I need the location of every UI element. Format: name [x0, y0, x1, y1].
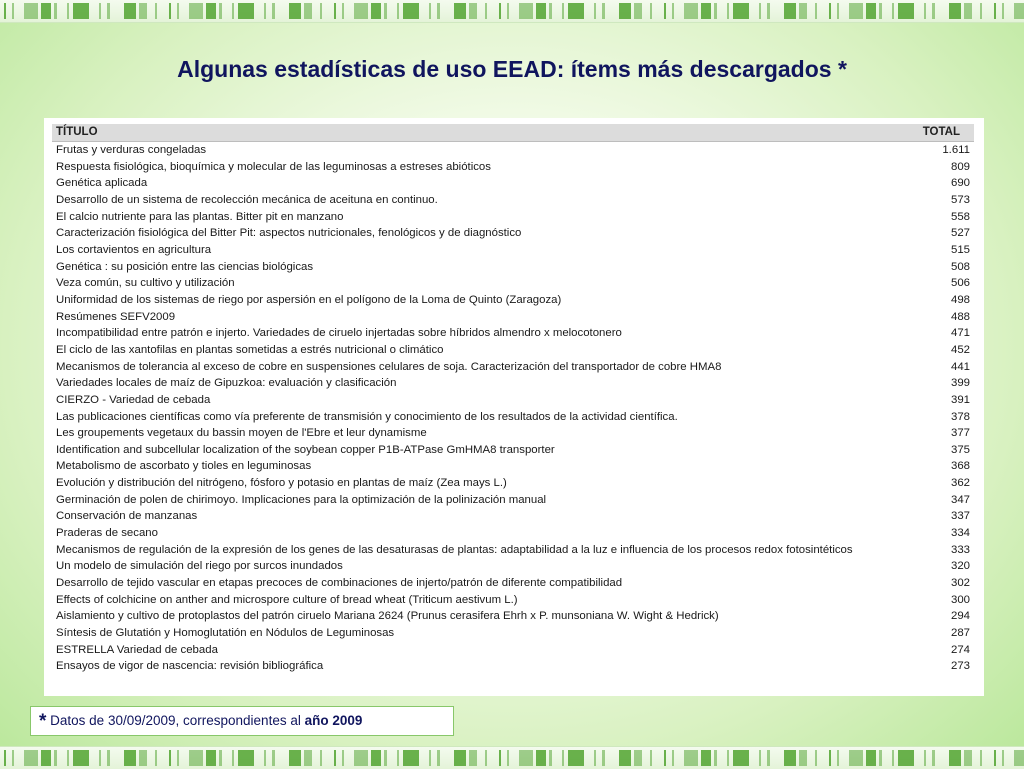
- stripe-bar: [384, 3, 387, 19]
- stripe-bar: [549, 750, 552, 766]
- row-title: Evolución y distribución del nitrógeno, fósforo y potasio en plantas de maíz (Zea mays L.): [56, 477, 507, 490]
- row-title: Desarrollo de un sistema de recolección mecánica de aceituna en continuo.: [56, 193, 438, 206]
- row-total: 378: [950, 410, 970, 423]
- stripe-bar: [594, 750, 596, 766]
- row-title: Genética aplicada: [56, 177, 148, 190]
- row-title: Síntesis de Glutatión y Homoglutatión en Nódulos de Leguminosas: [56, 627, 395, 640]
- stripe-bar: [54, 750, 57, 766]
- row-title: Las publicaciones científicas como vía preferente de transmisión y conocimiento de los resultados de la actividad científica.: [56, 410, 678, 423]
- stripe-bar: [177, 750, 179, 766]
- top-stripe-pattern: [0, 0, 1024, 22]
- footnote-text: Datos de 30/09/2009, correspondientes al: [46, 713, 305, 728]
- stripe-bar: [177, 3, 179, 19]
- stripe-bar: [964, 750, 972, 766]
- stripe-bar: [342, 3, 344, 19]
- stripe-bar: [304, 3, 312, 19]
- row-title: Metabolismo de ascorbato y tioles en leguminosas: [56, 460, 312, 473]
- stripe-bar: [815, 3, 817, 19]
- row-total: 471: [950, 327, 970, 340]
- stripe-bar: [949, 3, 961, 19]
- stripe-bar: [849, 3, 863, 19]
- stripe-bar: [334, 3, 336, 19]
- stripe-bar: [879, 3, 882, 19]
- stripe-bar: [469, 3, 477, 19]
- table-row: [52, 492, 974, 509]
- bottom-decorative-stripe: [0, 746, 1024, 769]
- stripe-bar: [206, 750, 216, 766]
- table-row: [52, 642, 974, 659]
- column-header-title: TÍTULO: [56, 126, 98, 138]
- bottom-stripe-pattern: [0, 747, 1024, 769]
- row-title: Un modelo de simulación del riego por surcos inundados: [56, 560, 343, 573]
- top-decorative-stripe: [0, 0, 1024, 23]
- stripe-bar: [714, 3, 717, 19]
- stripe-bar: [289, 3, 301, 19]
- row-total: 333: [950, 543, 970, 556]
- stripe-bar: [994, 3, 996, 19]
- stripe-bar: [12, 750, 14, 766]
- table-row: [52, 392, 974, 409]
- row-title: Effects of colchicine on anther and microspore culture of bread wheat (Triticum aestivum L.): [56, 593, 518, 606]
- stripe-bar: [334, 750, 336, 766]
- stripe-bar: [99, 3, 101, 19]
- row-total: 573: [950, 193, 970, 206]
- row-total: 347: [950, 493, 970, 506]
- table-row: [52, 225, 974, 242]
- stripe-bar: [238, 3, 254, 19]
- row-total: 391: [950, 393, 970, 406]
- table-row: [52, 142, 974, 159]
- row-title: Variedades locales de maíz de Gipuzkoa: evaluación y clasificación: [56, 377, 397, 390]
- stripe-bar: [12, 3, 14, 19]
- stripe-bar: [485, 750, 487, 766]
- row-title: Veza común, su cultivo y utilización: [56, 277, 235, 290]
- stripe-bar: [619, 750, 631, 766]
- stripe-bar: [924, 3, 926, 19]
- column-header-total: TOTAL: [922, 126, 960, 138]
- slide-title: Algunas estadísticas de uso EEAD: ítems más descargados *: [177, 56, 847, 82]
- row-title: Desarrollo de tejido vascular en etapas precoces de combinaciones de injerto/patrón de diferente compatibilidad: [56, 577, 623, 590]
- row-title: Los cortavientos en agricultura: [56, 243, 212, 256]
- stripe-bar: [829, 750, 831, 766]
- table-row: [52, 508, 974, 525]
- stripe-bar: [964, 3, 972, 19]
- stripe-bar: [650, 3, 652, 19]
- stripe-bar: [54, 3, 57, 19]
- downloads-table-panel: [44, 118, 984, 696]
- stripe-bar: [73, 3, 89, 19]
- table-row: [52, 192, 974, 209]
- stripe-bar: [232, 750, 234, 766]
- stripe-bar: [107, 750, 110, 766]
- stripe-bar: [837, 750, 839, 766]
- stripe-bar: [594, 3, 596, 19]
- stripe-bar: [189, 750, 203, 766]
- row-total: 508: [950, 260, 970, 273]
- stripe-bar: [759, 3, 761, 19]
- stripe-bar: [784, 3, 796, 19]
- stripe-bar: [437, 3, 440, 19]
- row-total: 441: [950, 360, 970, 373]
- row-total: 558: [950, 210, 970, 223]
- stripe-bar: [799, 3, 807, 19]
- row-total: 362: [950, 477, 970, 490]
- stripe-bar: [169, 3, 171, 19]
- table-row: [52, 475, 974, 492]
- stripe-bar: [994, 750, 996, 766]
- stripe-bar: [829, 3, 831, 19]
- stripe-bar: [206, 3, 216, 19]
- stripe-bar: [499, 750, 501, 766]
- table-row: [52, 375, 974, 392]
- table-header: [52, 124, 974, 142]
- stripe-bar: [733, 3, 749, 19]
- stripe-bar: [507, 750, 509, 766]
- row-title: Mecanismos de tolerancia al exceso de cobre en suspensiones celulares de soja. Caracterización del transportador de cobre HMA8: [56, 360, 722, 373]
- stripe-bar: [272, 3, 275, 19]
- stripe-bar: [371, 3, 381, 19]
- stripe-bar: [898, 750, 914, 766]
- stripe-bar: [437, 750, 440, 766]
- table-row: [52, 442, 974, 459]
- stripe-bar: [519, 750, 533, 766]
- table-row: [52, 608, 974, 625]
- stripe-bar: [549, 3, 552, 19]
- row-total: 399: [950, 377, 970, 390]
- stripe-bar: [536, 3, 546, 19]
- stripe-bar: [139, 3, 147, 19]
- row-total: 368: [950, 460, 970, 473]
- table-row: [52, 625, 974, 642]
- table-row: [52, 575, 974, 592]
- stripe-bar: [672, 750, 674, 766]
- table-row: [52, 359, 974, 376]
- stripe-bar: [701, 750, 711, 766]
- stripe-bar: [767, 750, 770, 766]
- stripe-bar: [139, 750, 147, 766]
- stripe-bar: [602, 750, 605, 766]
- row-title: El calcio nutriente para las plantas. Bitter pit en manzano: [56, 210, 344, 223]
- row-total: 273: [950, 660, 970, 673]
- stripe-bar: [1002, 750, 1004, 766]
- stripe-bar: [429, 750, 431, 766]
- stripe-bar: [507, 3, 509, 19]
- stripe-bar: [727, 3, 729, 19]
- row-title: Ensayos de vigor de nascencia: revisión bibliográfica: [56, 660, 324, 673]
- stripe-bar: [454, 750, 466, 766]
- stripe-bar: [892, 3, 894, 19]
- stripe-bar: [354, 3, 368, 19]
- stripe-bar: [634, 750, 642, 766]
- table-row: [52, 542, 974, 559]
- row-total: 287: [950, 627, 970, 640]
- stripe-bar: [733, 750, 749, 766]
- table-row: [52, 309, 974, 326]
- row-title: Mecanismos de regulación de la expresión de los genes de las desaturasas de plantas: adaptabilidad a la luz e influencia de los procesos redox fotosintéticos: [56, 543, 853, 556]
- table-row: [52, 558, 974, 575]
- table-row: [52, 175, 974, 192]
- stripe-bar: [41, 3, 51, 19]
- table-row: [52, 159, 974, 176]
- stripe-bar: [879, 750, 882, 766]
- stripe-bar: [469, 750, 477, 766]
- row-total: 337: [950, 510, 970, 523]
- stripe-bar: [866, 3, 876, 19]
- stripe-bar: [568, 750, 584, 766]
- row-total: 377: [950, 427, 970, 440]
- stripe-bar: [784, 750, 796, 766]
- table-row: [52, 592, 974, 609]
- row-title: Conservación de manzanas: [56, 510, 198, 523]
- row-total: 334: [950, 527, 970, 540]
- row-total: 274: [950, 643, 970, 656]
- row-title: Incompatibilidad entre patrón e injerto. Variedades de ciruelo injertadas sobre híbridos almendro x melocotonero: [56, 327, 622, 340]
- row-total: 452: [950, 343, 970, 356]
- row-total: 300: [950, 593, 970, 606]
- table-row: [52, 342, 974, 359]
- stripe-bar: [980, 750, 982, 766]
- table-body: [52, 142, 974, 675]
- stripe-bar: [932, 3, 935, 19]
- stripe-bar: [289, 750, 301, 766]
- stripe-bar: [499, 3, 501, 19]
- stripe-bar: [1014, 750, 1024, 766]
- row-total: 320: [950, 560, 970, 573]
- stripe-bar: [562, 750, 564, 766]
- stripe-bar: [24, 750, 38, 766]
- row-title: Aislamiento y cultivo de protoplastos del patrón ciruelo Mariana 2624 (Prunus cerasifera Ehrh x P. munsoniana W. Wight & Hedrick): [56, 610, 719, 623]
- stripe-bar: [99, 750, 101, 766]
- stripe-bar: [124, 3, 136, 19]
- stripe-bar: [714, 750, 717, 766]
- stripe-bar: [837, 3, 839, 19]
- stripe-bar: [397, 3, 399, 19]
- stripe-bar: [650, 750, 652, 766]
- row-total: 515: [950, 243, 970, 256]
- row-total: 809: [950, 160, 970, 173]
- stripe-bar: [932, 750, 935, 766]
- stripe-bar: [1014, 3, 1024, 19]
- stripe-bar: [664, 3, 666, 19]
- stripe-bar: [320, 750, 322, 766]
- row-total: 690: [950, 177, 970, 190]
- row-title: Identification and subcellular localization of the soybean copper P1B-ATPase GmHMA8 transporter: [56, 443, 555, 456]
- stripe-bar: [866, 750, 876, 766]
- row-title: Germinación de polen de chirimoyo. Implicaciones para la optimización de la polinización manual: [56, 493, 547, 506]
- stripe-bar: [849, 750, 863, 766]
- stripe-bar: [4, 3, 6, 19]
- stripe-bar: [898, 3, 914, 19]
- row-total: 1.611: [942, 144, 970, 156]
- row-total: 375: [950, 443, 970, 456]
- stripe-bar: [799, 750, 807, 766]
- table-row: [52, 658, 974, 675]
- footnote: [30, 706, 454, 736]
- row-total: 294: [950, 610, 970, 623]
- stripe-bar: [429, 3, 431, 19]
- stripe-bar: [672, 3, 674, 19]
- stripe-bar: [892, 750, 894, 766]
- stripe-bar: [980, 3, 982, 19]
- row-title: Frutas y verduras congeladas: [56, 144, 207, 156]
- stripe-bar: [485, 3, 487, 19]
- stripe-bar: [562, 3, 564, 19]
- stripe-bar: [272, 750, 275, 766]
- stripe-bar: [320, 3, 322, 19]
- footnote-asterisk: *: [39, 711, 47, 732]
- stripe-bar: [169, 750, 171, 766]
- stripe-bar: [701, 3, 711, 19]
- stripe-bar: [403, 3, 419, 19]
- row-title: Uniformidad de los sistemas de riego por aspersión en el polígono de la Loma de Quinto (Zaragoza): [56, 293, 562, 306]
- stripe-bar: [536, 750, 546, 766]
- stripe-bar: [949, 750, 961, 766]
- stripe-bar: [189, 3, 203, 19]
- stripe-bar: [238, 750, 254, 766]
- table-row: [52, 242, 974, 259]
- table-row: [52, 325, 974, 342]
- row-total: 498: [950, 293, 970, 306]
- stripe-bar: [454, 3, 466, 19]
- table-row: [52, 275, 974, 292]
- row-total: 302: [950, 577, 970, 590]
- stripe-bar: [264, 3, 266, 19]
- stripe-bar: [4, 750, 6, 766]
- footnote-year: año 2009: [304, 713, 363, 728]
- stripe-bar: [602, 3, 605, 19]
- stripe-bar: [342, 750, 344, 766]
- row-title: Genética : su posición entre las ciencias biológicas: [56, 260, 314, 273]
- stripe-bar: [767, 3, 770, 19]
- stripe-bar: [759, 750, 761, 766]
- stripe-bar: [124, 750, 136, 766]
- stripe-bar: [664, 750, 666, 766]
- stripe-bar: [73, 750, 89, 766]
- stripe-bar: [107, 3, 110, 19]
- stripe-bar: [155, 750, 157, 766]
- row-title: ESTRELLA Variedad de cebada: [56, 643, 218, 656]
- row-title: CIERZO - Variedad de cebada: [56, 393, 211, 406]
- stripe-bar: [519, 3, 533, 19]
- stripe-bar: [41, 750, 51, 766]
- stripe-bar: [384, 750, 387, 766]
- stripe-bar: [397, 750, 399, 766]
- row-total: 527: [950, 227, 970, 240]
- stripe-bar: [67, 750, 69, 766]
- stripe-bar: [219, 750, 222, 766]
- row-title: Resúmenes SEFV2009: [56, 310, 176, 323]
- stripe-bar: [155, 3, 157, 19]
- stripe-bar: [24, 3, 38, 19]
- row-title: Praderas de secano: [56, 527, 158, 540]
- table-row: [52, 209, 974, 226]
- row-total: 488: [950, 310, 970, 323]
- table-row: [52, 259, 974, 276]
- stripe-bar: [619, 3, 631, 19]
- table-row: [52, 525, 974, 542]
- table-row: [52, 409, 974, 426]
- stripe-bar: [684, 3, 698, 19]
- stripe-bar: [634, 3, 642, 19]
- table-row: [52, 458, 974, 475]
- stripe-bar: [815, 750, 817, 766]
- stripe-bar: [232, 3, 234, 19]
- stripe-bar: [924, 750, 926, 766]
- table-row: [52, 425, 974, 442]
- row-title: El ciclo de las xantofilas en plantas sometidas a estrés nutricional o climático: [56, 343, 444, 356]
- stripe-bar: [219, 3, 222, 19]
- stripe-bar: [403, 750, 419, 766]
- row-total: 506: [950, 277, 970, 290]
- stripe-bar: [727, 750, 729, 766]
- stripe-bar: [264, 750, 266, 766]
- row-title: Caracterización fisiológica del Bitter Pit: aspectos nutricionales, fenológicos y de diagnóstico: [56, 227, 522, 240]
- stripe-bar: [1002, 3, 1004, 19]
- stripe-bar: [684, 750, 698, 766]
- row-title: Respuesta fisiológica, bioquímica y molecular de las leguminosas a estreses abióticos: [56, 160, 491, 173]
- stripe-bar: [304, 750, 312, 766]
- row-title: Les groupements vegetaux du bassin moyen de l'Ebre et leur dynamisme: [56, 427, 427, 440]
- table-row: [52, 292, 974, 309]
- stripe-bar: [67, 3, 69, 19]
- stripe-bar: [371, 750, 381, 766]
- stripe-bar: [354, 750, 368, 766]
- stripe-bar: [568, 3, 584, 19]
